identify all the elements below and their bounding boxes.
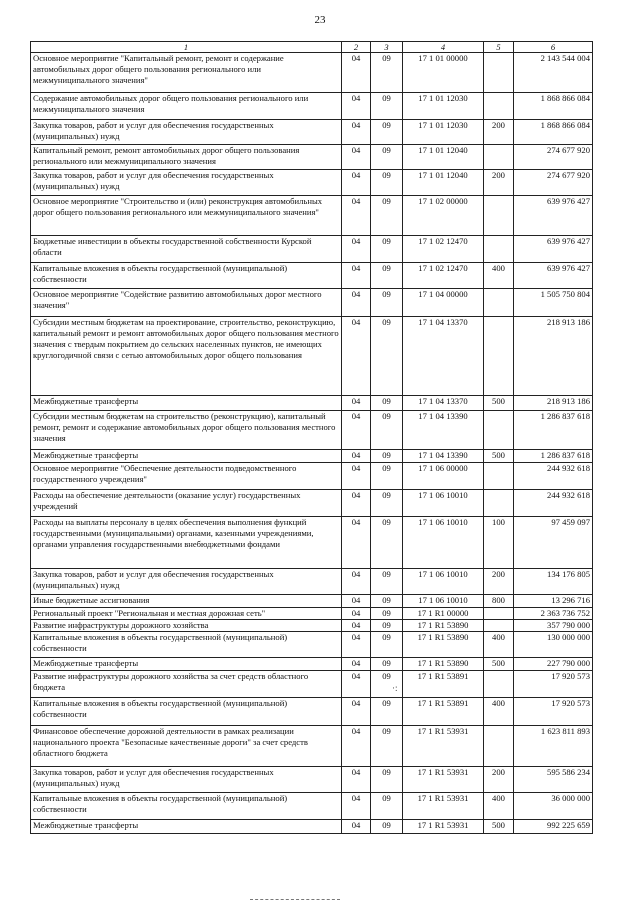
row-name: Развитие инфраструктуры дорожного хозяйства за счет средств областного бюджета — [31, 671, 342, 698]
row-amount: 274 677 920 — [514, 145, 593, 170]
table-row — [31, 490, 593, 517]
row-section: 04 — [342, 595, 371, 608]
row-expense-type — [484, 620, 514, 632]
row-amount: 1 286 837 618 — [514, 450, 593, 463]
row-subsection: 09 — [371, 93, 403, 120]
table-row — [31, 595, 593, 608]
column-header: 3 — [371, 42, 403, 53]
row-expense-type — [484, 671, 514, 698]
table-row — [31, 450, 593, 463]
row-name: Капитальные вложения в объекты государственной (муниципальной) собственности — [31, 793, 342, 820]
row-target-code: 17 1 R1 53931 — [403, 820, 484, 834]
row-amount: 274 677 920 — [514, 170, 593, 196]
column-header: 6 — [514, 42, 593, 53]
row-name: Межбюджетные трансферты — [31, 820, 342, 834]
table-row — [31, 396, 593, 411]
row-amount: 134 176 805 — [514, 569, 593, 595]
row-subsection: 09 — [371, 490, 403, 517]
row-name: Закупка товаров, работ и услуг для обеспечения государственных (муниципальных) нужд — [31, 569, 342, 595]
column-header: 4 — [403, 42, 484, 53]
scan-mark: ·: — [392, 683, 398, 693]
row-section: 04 — [342, 698, 371, 726]
row-subsection: 09 — [371, 145, 403, 170]
row-section: 04 — [342, 170, 371, 196]
row-section: 04 — [342, 120, 371, 145]
table-row — [31, 820, 593, 834]
column-header: 1 — [31, 42, 342, 53]
row-subsection: 09 — [371, 632, 403, 658]
table-row — [31, 726, 593, 767]
row-amount: 130 000 000 — [514, 632, 593, 658]
table-row — [31, 658, 593, 671]
row-expense-type — [484, 411, 514, 450]
row-subsection: 09 — [371, 698, 403, 726]
row-target-code: 17 1 01 12030 — [403, 120, 484, 145]
row-name: Основное мероприятие "Содействие развитию автомобильных дорог местного значения" — [31, 289, 342, 317]
row-target-code: 17 1 06 10010 — [403, 490, 484, 517]
row-amount: 1 623 811 893 — [514, 726, 593, 767]
row-name: Межбюджетные трансферты — [31, 450, 342, 463]
row-name: Капитальные вложения в объекты государственной (муниципальной) собственности — [31, 263, 342, 289]
column-header: 5 — [484, 42, 514, 53]
table-row — [31, 120, 593, 145]
row-expense-type: 500 — [484, 820, 514, 834]
row-subsection: 09 — [371, 595, 403, 608]
row-section: 04 — [342, 263, 371, 289]
row-name: Основное мероприятие "Обеспечение деятельности подведомственного государственного учреждения" — [31, 463, 342, 490]
row-target-code: 17 1 R1 00000 — [403, 608, 484, 620]
row-amount: 1 286 837 618 — [514, 411, 593, 450]
table-row — [31, 767, 593, 793]
row-amount: 218 913 186 — [514, 396, 593, 411]
row-subsection: 09 — [371, 196, 403, 236]
row-target-code: 17 1 01 12040 — [403, 145, 484, 170]
row-section: 04 — [342, 793, 371, 820]
table-row — [31, 236, 593, 263]
row-expense-type: 500 — [484, 396, 514, 411]
row-amount: 639 976 427 — [514, 236, 593, 263]
row-expense-type: 200 — [484, 767, 514, 793]
column-header: 2 — [342, 42, 371, 53]
row-section: 04 — [342, 450, 371, 463]
row-section: 04 — [342, 289, 371, 317]
table-row — [31, 620, 593, 632]
row-expense-type: 400 — [484, 793, 514, 820]
row-name: Основное мероприятие "Капитальный ремонт, ремонт и содержание автомобильных дорог общего пользования регионального или межмуниципального значения" — [31, 53, 342, 93]
row-target-code: 17 1 R1 53891 — [403, 698, 484, 726]
row-expense-type: 400 — [484, 632, 514, 658]
row-subsection: 09 — [371, 620, 403, 632]
row-section: 04 — [342, 658, 371, 671]
row-subsection: 09 — [371, 53, 403, 93]
budget-table — [30, 41, 593, 834]
row-name: Содержание автомобильных дорог общего пользования регионального или межмуниципального значения — [31, 93, 342, 120]
row-section: 04 — [342, 411, 371, 450]
table-row — [31, 463, 593, 490]
row-amount: 218 913 186 — [514, 317, 593, 396]
row-expense-type — [484, 236, 514, 263]
row-expense-type: 100 — [484, 517, 514, 569]
row-subsection: 09 — [371, 671, 403, 698]
row-expense-type — [484, 289, 514, 317]
table-row — [31, 517, 593, 569]
row-name: Межбюджетные трансферты — [31, 658, 342, 671]
row-name: Межбюджетные трансферты — [31, 396, 342, 411]
table-row — [31, 793, 593, 820]
row-subsection: 09 — [371, 411, 403, 450]
row-expense-type — [484, 726, 514, 767]
row-section: 04 — [342, 463, 371, 490]
row-expense-type: 200 — [484, 569, 514, 595]
row-subsection: 09 — [371, 236, 403, 263]
table-row — [31, 263, 593, 289]
row-target-code: 17 1 04 13370 — [403, 317, 484, 396]
row-section: 04 — [342, 317, 371, 396]
row-target-code: 17 1 06 00000 — [403, 463, 484, 490]
row-amount: 36 000 000 — [514, 793, 593, 820]
row-section: 04 — [342, 490, 371, 517]
row-section: 04 — [342, 608, 371, 620]
row-subsection: 09 — [371, 396, 403, 411]
row-name: Финансовое обеспечение дорожной деятельности в рамках реализации национального проекта "Безопасные качественные дороги" за счет средств областного бюджета — [31, 726, 342, 767]
row-amount: 244 932 618 — [514, 490, 593, 517]
row-name: Иные бюджетные ассигнования — [31, 595, 342, 608]
row-subsection: 09 — [371, 263, 403, 289]
table-row — [31, 608, 593, 620]
table-row — [31, 671, 593, 698]
row-amount: 13 296 716 — [514, 595, 593, 608]
row-amount: 992 225 659 — [514, 820, 593, 834]
row-expense-type: 400 — [484, 698, 514, 726]
row-amount: 17 920 573 — [514, 698, 593, 726]
row-section: 04 — [342, 569, 371, 595]
bottom-dashed-line — [250, 899, 340, 900]
page-number: 23 — [314, 14, 326, 26]
row-target-code: 17 1 06 10010 — [403, 517, 484, 569]
row-subsection: 09 — [371, 658, 403, 671]
table-header-row — [31, 42, 593, 53]
row-expense-type — [484, 145, 514, 170]
row-expense-type — [484, 490, 514, 517]
row-amount: 2 363 736 752 — [514, 608, 593, 620]
table-row — [31, 569, 593, 595]
row-subsection: 09 — [371, 517, 403, 569]
row-section: 04 — [342, 236, 371, 263]
row-section: 04 — [342, 767, 371, 793]
row-expense-type — [484, 463, 514, 490]
table-row — [31, 698, 593, 726]
row-expense-type — [484, 608, 514, 620]
row-target-code: 17 1 04 13390 — [403, 450, 484, 463]
table-row — [31, 93, 593, 120]
row-target-code: 17 1 R1 53931 — [403, 726, 484, 767]
row-section: 04 — [342, 196, 371, 236]
row-expense-type — [484, 196, 514, 236]
row-section: 04 — [342, 820, 371, 834]
row-amount: 357 790 000 — [514, 620, 593, 632]
row-target-code: 17 1 06 10010 — [403, 595, 484, 608]
row-expense-type: 500 — [484, 658, 514, 671]
table-row — [31, 145, 593, 170]
row-subsection: 09 — [371, 170, 403, 196]
row-name: Закупка товаров, работ и услуг для обеспечения государственных (муниципальных) нужд — [31, 767, 342, 793]
row-amount: 1 868 866 084 — [514, 93, 593, 120]
row-amount: 244 932 618 — [514, 463, 593, 490]
row-section: 04 — [342, 53, 371, 93]
row-amount: 639 976 427 — [514, 196, 593, 236]
row-section: 04 — [342, 517, 371, 569]
row-expense-type — [484, 93, 514, 120]
table-row — [31, 53, 593, 93]
table-row — [31, 289, 593, 317]
row-target-code: 17 1 R1 53890 — [403, 632, 484, 658]
row-amount: 1 505 750 804 — [514, 289, 593, 317]
row-subsection: 09 — [371, 120, 403, 145]
row-target-code: 17 1 01 12040 — [403, 170, 484, 196]
row-section: 04 — [342, 396, 371, 411]
row-target-code: 17 1 02 12470 — [403, 263, 484, 289]
row-target-code: 17 1 R1 53931 — [403, 767, 484, 793]
row-name: Субсидии местным бюджетам на строительство (реконструкцию), капитальный ремонт, ремонт и содержание автомобильных дорог общего пользования местного значения — [31, 411, 342, 450]
row-name: Субсидии местным бюджетам на проектирование, строительство, реконструкцию, капитальный ремонт и ремонт автомобильных дорог общего пользования местного значения с твердым покрытием до сельских населенных пунктов, не имеющих круглогодичной связи с сетью автомобильных дорог общего пользования — [31, 317, 342, 396]
row-name: Бюджетные инвестиции в объекты государственной собственности Курской области — [31, 236, 342, 263]
row-name: Капитальные вложения в объекты государственной (муниципальной) собственности — [31, 632, 342, 658]
row-amount: 595 586 234 — [514, 767, 593, 793]
table-row — [31, 411, 593, 450]
row-target-code: 17 1 02 12470 — [403, 236, 484, 263]
row-subsection: 09 — [371, 289, 403, 317]
row-expense-type: 800 — [484, 595, 514, 608]
row-target-code: 17 1 04 13370 — [403, 396, 484, 411]
row-amount: 2 143 544 004 — [514, 53, 593, 93]
row-name: Развитие инфраструктуры дорожного хозяйства — [31, 620, 342, 632]
row-amount: 639 976 427 — [514, 263, 593, 289]
row-subsection: 09 — [371, 820, 403, 834]
row-subsection: 09 — [371, 317, 403, 396]
row-name: Расходы на обеспечение деятельности (оказание услуг) государственных учреждений — [31, 490, 342, 517]
row-expense-type: 200 — [484, 120, 514, 145]
row-target-code: 17 1 R1 53891 — [403, 671, 484, 698]
row-expense-type: 400 — [484, 263, 514, 289]
row-amount: 227 790 000 — [514, 658, 593, 671]
row-expense-type — [484, 317, 514, 396]
row-subsection: 09 — [371, 450, 403, 463]
row-section: 04 — [342, 93, 371, 120]
row-target-code: 17 1 R1 53890 — [403, 620, 484, 632]
row-subsection: 09 — [371, 463, 403, 490]
row-subsection: 09 — [371, 608, 403, 620]
table-row — [31, 196, 593, 236]
row-section: 04 — [342, 671, 371, 698]
row-section: 04 — [342, 632, 371, 658]
row-name: Капитальный ремонт, ремонт автомобильных дорог общего пользования регионального или межмуниципального значения — [31, 145, 342, 170]
row-amount: 17 920 573 — [514, 671, 593, 698]
row-target-code: 17 1 04 00000 — [403, 289, 484, 317]
row-name: Основное мероприятие "Строительство и (или) реконструкция автомобильных дорог общего пользования регионального или межмуниципального значения" — [31, 196, 342, 236]
row-section: 04 — [342, 620, 371, 632]
row-target-code: 17 1 R1 53931 — [403, 793, 484, 820]
row-expense-type — [484, 53, 514, 93]
row-name: Закупка товаров, работ и услуг для обеспечения государственных (муниципальных) нужд — [31, 170, 342, 196]
table-row — [31, 317, 593, 396]
table-row — [31, 632, 593, 658]
row-subsection: 09 — [371, 793, 403, 820]
row-target-code: 17 1 01 00000 — [403, 53, 484, 93]
row-amount: 1 868 866 084 — [514, 120, 593, 145]
row-target-code: 17 1 R1 53890 — [403, 658, 484, 671]
row-section: 04 — [342, 726, 371, 767]
row-subsection: 09 — [371, 767, 403, 793]
row-expense-type: 500 — [484, 450, 514, 463]
row-name: Расходы на выплаты персоналу в целях обеспечения выполнения функций государственными (муниципальными) органами, казенными учреждениями, органами управления государственными внебюджетными фондами — [31, 517, 342, 569]
row-name: Региональный проект "Региональная и местная дорожная сеть" — [31, 608, 342, 620]
row-target-code: 17 1 04 13390 — [403, 411, 484, 450]
row-name: Закупка товаров, работ и услуг для обеспечения государственных (муниципальных) нужд — [31, 120, 342, 145]
row-expense-type: 200 — [484, 170, 514, 196]
row-target-code: 17 1 02 00000 — [403, 196, 484, 236]
row-subsection: 09 — [371, 569, 403, 595]
row-name: Капитальные вложения в объекты государственной (муниципальной) собственности — [31, 698, 342, 726]
row-section: 04 — [342, 145, 371, 170]
row-amount: 97 459 097 — [514, 517, 593, 569]
table-row — [31, 170, 593, 196]
row-target-code: 17 1 06 10010 — [403, 569, 484, 595]
row-target-code: 17 1 01 12030 — [403, 93, 484, 120]
row-subsection: 09 — [371, 726, 403, 767]
